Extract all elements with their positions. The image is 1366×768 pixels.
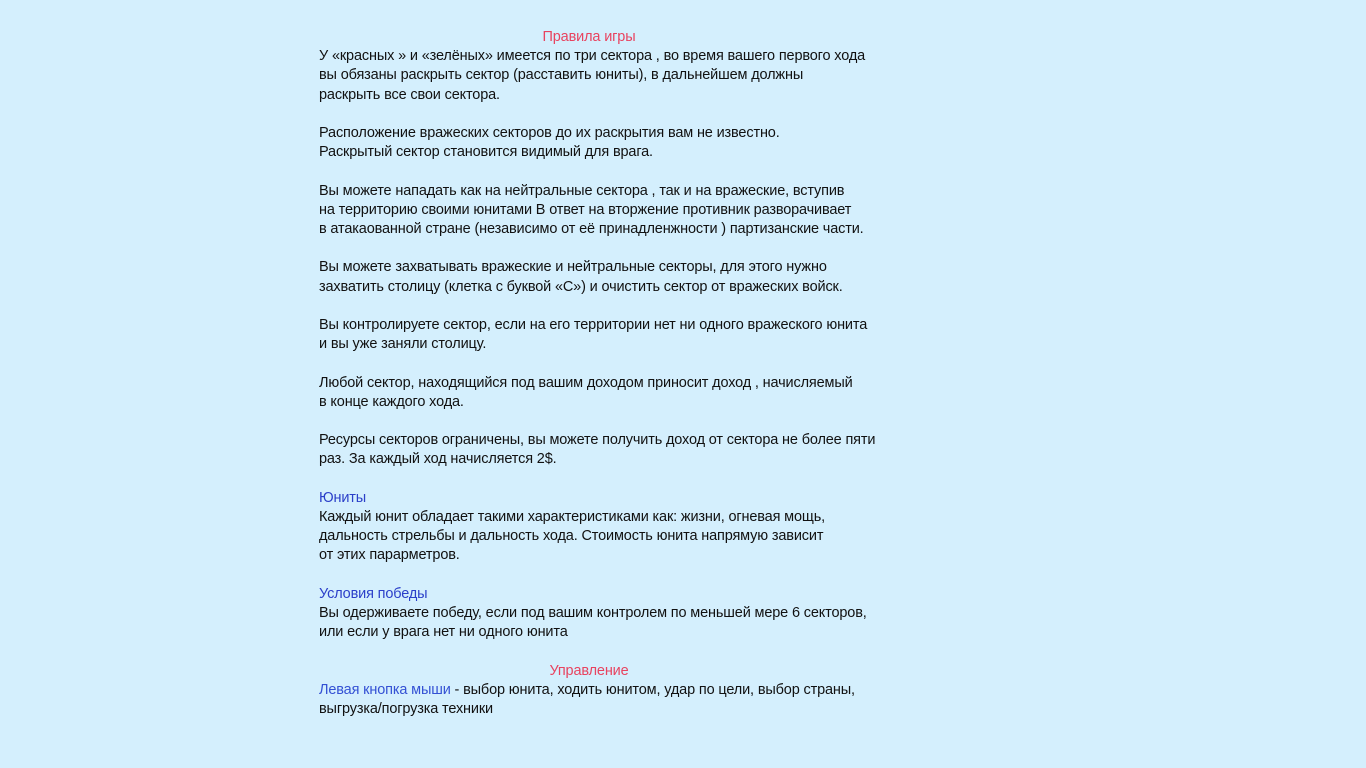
rules-title: Правила игры bbox=[542, 29, 636, 45]
rule-paragraph bbox=[319, 374, 919, 412]
rule-line: Ресурсы секторов ограничены, вы можете получить доход от сектора не более пяти bbox=[319, 432, 876, 449]
rule-paragraph bbox=[319, 316, 919, 354]
rule-paragraph bbox=[319, 182, 919, 240]
mouse-key-description: - выбор юнита, ходить юнитом, удар по цели, выбор страны, bbox=[450, 681, 855, 698]
rule-line: и вы уже заняли столицу. bbox=[319, 336, 487, 353]
victory-line: Вы одерживаете победу, если под вашим контролем по меньшей мере 6 секторов, bbox=[319, 604, 867, 621]
rule-line: в атакаованной стране (независимо от её принадленжности ) партизанские части. bbox=[319, 220, 864, 237]
victory-text bbox=[319, 604, 919, 642]
units-text bbox=[319, 508, 919, 566]
controls-section bbox=[319, 662, 919, 720]
units-line: Каждый юнит обладает такими характеристиками как: жизни, огневая мощь, bbox=[319, 508, 825, 525]
rule-line: в конце каждого хода. bbox=[319, 393, 464, 410]
rule-paragraph bbox=[319, 258, 919, 296]
rule-line: раскрыть все свои сектора. bbox=[319, 86, 500, 103]
rule-paragraph bbox=[319, 124, 919, 162]
rule-paragraph bbox=[319, 47, 919, 105]
units-line: от этих парарметров. bbox=[319, 547, 460, 564]
rule-line: У «красных » и «зелёных» имеется по три сектора , во время вашего первого хода bbox=[319, 48, 866, 65]
rule-line: на территорию своими юнитами В ответ на вторжение противник разворачивает bbox=[319, 201, 852, 218]
controls-line bbox=[319, 681, 901, 700]
rule-line: Любой сектор, находящийся под вашим доходом приносит доход , начисляемый bbox=[319, 374, 853, 391]
rule-line: Вы можете нападать как на нейтральные сектора , так и на вражеские, вступив bbox=[319, 182, 845, 199]
rule-line: раз. За каждый ход начисляется 2$. bbox=[319, 451, 557, 468]
rules-list bbox=[319, 47, 919, 469]
rule-paragraph bbox=[319, 431, 919, 469]
victory-section bbox=[319, 585, 919, 643]
units-line: дальность стрельбы и дальность хода. Стоимость юнита напрямую зависит bbox=[319, 528, 824, 545]
units-section bbox=[319, 489, 919, 566]
units-heading: Юниты bbox=[319, 489, 367, 506]
controls-title: Управление bbox=[549, 662, 629, 679]
controls-line-continued: выгрузка/погрузка техники bbox=[319, 700, 494, 717]
rule-line: Расположение вражеских секторов до их раскрытия вам не известно. bbox=[319, 124, 780, 141]
rule-line: Вы можете захватывать вражеские и нейтральные секторы, для этого нужно bbox=[319, 259, 827, 276]
rule-line: вы обязаны раскрыть сектор (расставить юниты), в дальнейшем должны bbox=[319, 67, 804, 84]
rule-line: Вы контролируете сектор, если на его территории нет ни одного вражеского юнита bbox=[319, 316, 868, 333]
victory-line: или если у врага нет ни одного юнита bbox=[319, 624, 568, 641]
victory-heading: Условия победы bbox=[319, 585, 428, 602]
rule-line: захватить столицу (клетка с буквой «С») и очистить сектор от вражеских войск. bbox=[319, 278, 843, 295]
rules-panel bbox=[319, 28, 919, 719]
mouse-key-label: Левая кнопка мыши bbox=[319, 681, 451, 698]
rule-line: Раскрытый сектор становится видимый для врага. bbox=[319, 144, 653, 161]
